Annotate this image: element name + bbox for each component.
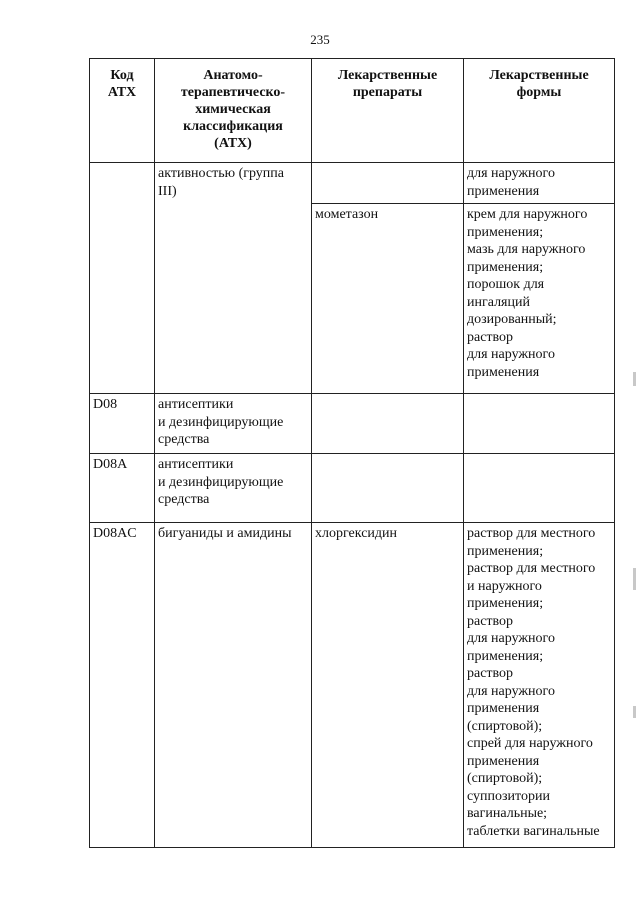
cell-classification: антисептики и дезинфицирующие средства	[155, 454, 312, 523]
cell-drug	[312, 163, 464, 204]
table-row	[90, 523, 615, 848]
table-row	[90, 394, 615, 454]
cell-forms	[464, 394, 615, 454]
atx-table	[89, 58, 615, 848]
header-forms: Лекарственные формы	[464, 59, 615, 163]
header-code: Код АТХ	[90, 59, 155, 163]
cell-code: D08A	[90, 454, 155, 523]
table-header-row	[90, 59, 615, 163]
page-number: 235	[310, 32, 330, 47]
cell-forms: раствор для местного применения; раствор для местного и наружного применения; раствор для наружного применения; раствор для наружного применения (спиртовой); спрей для наружного применения (спиртовой); суппозитории вагинальные; таблетки вагинальные	[464, 523, 615, 848]
cell-drug: мометазон	[312, 204, 464, 394]
cell-forms: для наружного применения	[464, 163, 615, 204]
cell-forms: крем для наружного применения; мазь для наружного применения; порошок для ингаляций дозированный; раствор для наружного применения	[464, 204, 615, 394]
cell-classification: антисептики и дезинфицирующие средства	[155, 394, 312, 454]
cell-classification: бигуаниды и амидины	[155, 523, 312, 848]
table-row	[90, 163, 615, 204]
cell-classification: активностью (группа III)	[155, 163, 312, 394]
scan-edge-mark	[633, 568, 636, 590]
table-row	[90, 454, 615, 523]
cell-forms	[464, 454, 615, 523]
cell-drug	[312, 454, 464, 523]
cell-drug	[312, 394, 464, 454]
cell-code: D08	[90, 394, 155, 454]
cell-code: D08AC	[90, 523, 155, 848]
cell-drug: хлоргексидин	[312, 523, 464, 848]
cell-code	[90, 163, 155, 394]
scan-edge-mark	[633, 706, 636, 718]
scan-edge-mark	[633, 372, 636, 386]
header-drugs: Лекарственные препараты	[312, 59, 464, 163]
header-classification: Анатомо- терапевтическо- химическая классификация (АТХ)	[155, 59, 312, 163]
